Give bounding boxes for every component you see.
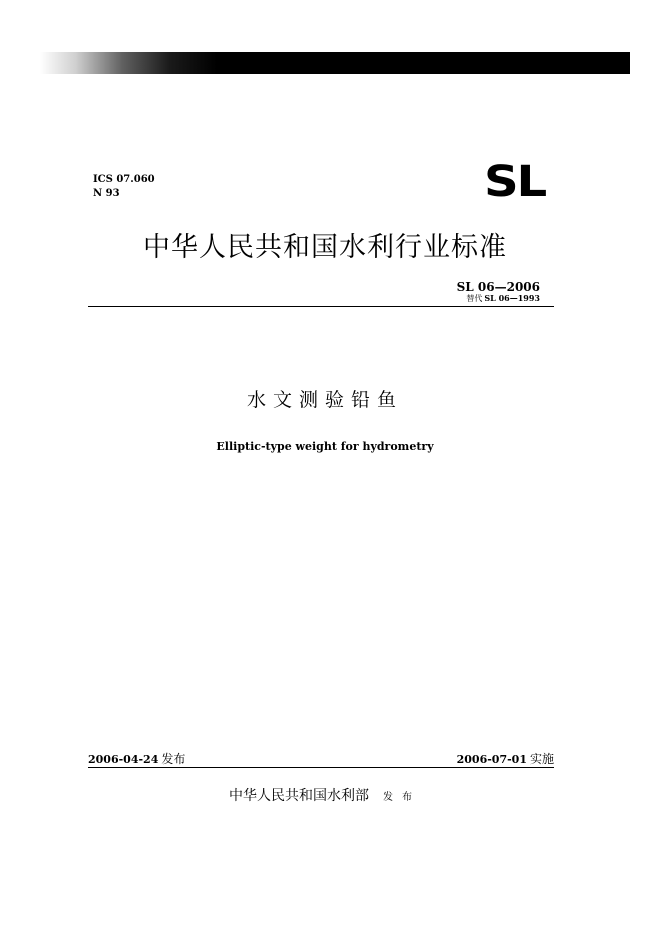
effective-date: 2006-07-01 [456, 753, 527, 766]
publisher-action: 发布 [383, 792, 421, 803]
header-gradient-bar [40, 52, 630, 74]
bottom-rule [88, 767, 554, 768]
publisher-line [88, 785, 562, 805]
issue-date-line [88, 750, 185, 767]
replaces-code: SL 06—1993 [484, 293, 540, 303]
effective-date-line [457, 750, 554, 767]
effective-label: 实施 [529, 752, 554, 766]
classification-codes [93, 173, 155, 201]
document-title-cn: 水文测验铅鱼 [246, 389, 403, 411]
replaces-prefix: 替代 [466, 294, 483, 303]
sl-logo: SL [484, 157, 545, 207]
issue-label: 发布 [161, 752, 186, 766]
standard-category-title: 中华人民共和国水利行业标准 [143, 232, 507, 263]
issue-date: 2006-04-24 [88, 753, 159, 766]
publisher-name: 中华人民共和国水利部 [229, 788, 369, 804]
document-title-en: Elliptic-type weight for hydrometry [216, 440, 434, 453]
replaces-line [466, 293, 540, 304]
standard-code: SL 06—2006 [456, 280, 540, 294]
ccs-code: N 93 [93, 188, 120, 199]
top-rule [88, 306, 554, 307]
ics-code: ICS 07.060 [93, 174, 155, 185]
